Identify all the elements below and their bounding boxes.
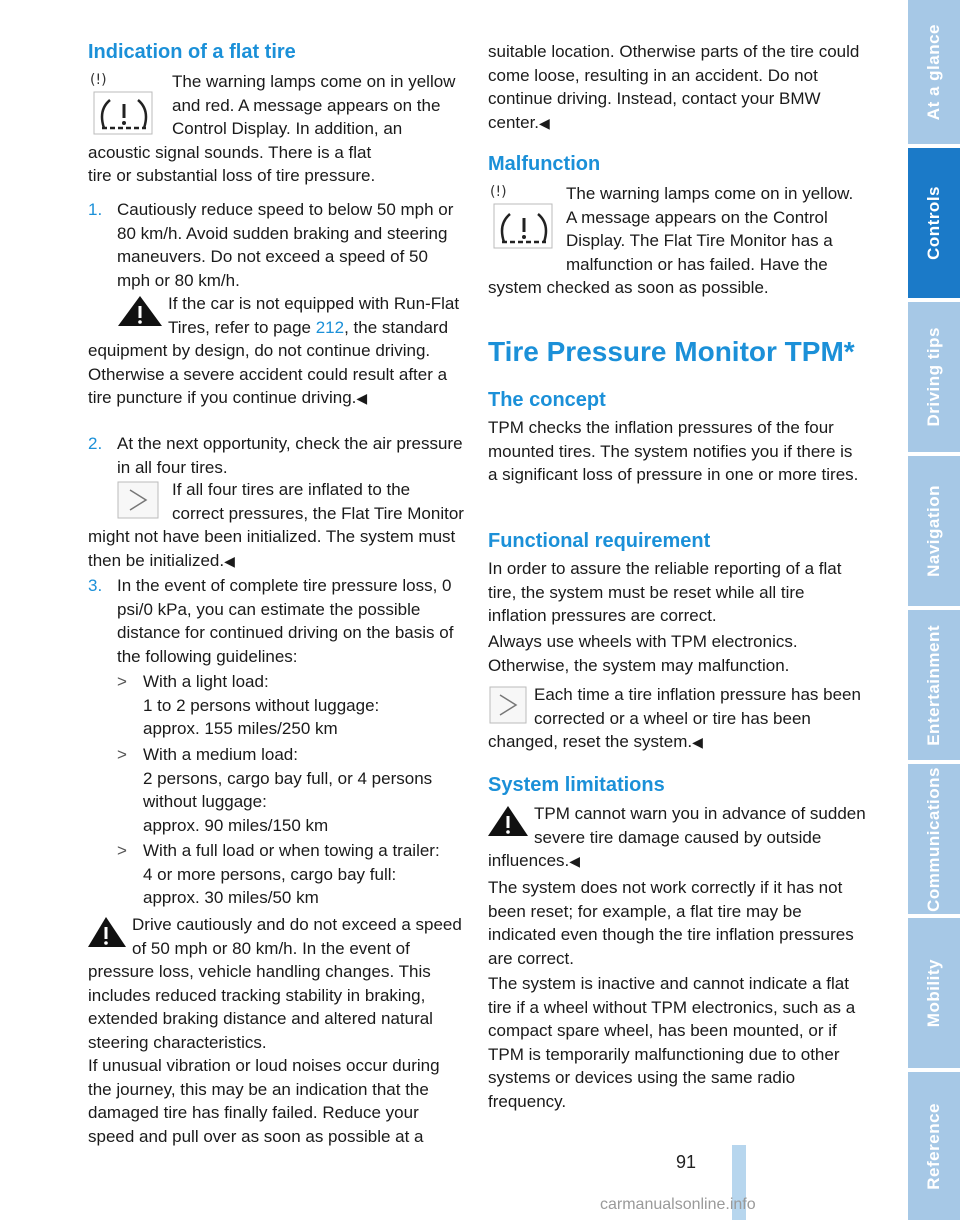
tab-label: Reference (924, 1102, 943, 1190)
limitations-text-2: The system is inactive and cannot indicate a flat tire if a wheel without TPM electronics, such as a compact spare wheel, has been mounted, or if TPM is temporarily malfunctioning due to other systems or devices using the same radio frequency. (488, 974, 856, 1111)
system-limitations-heading: System limitations (488, 774, 665, 796)
guideline-text: With a medium load: (143, 745, 298, 764)
step-1 (88, 198, 464, 292)
page-number: 91 (676, 1152, 697, 1172)
tab-label: Communications (924, 766, 943, 912)
tpm-heading: Tire Pressure Monitor TPM* (488, 336, 855, 367)
concept-text: TPM checks the inflation pressures of the four mounted tires. The system notifies you if there is a significant loss of pressure in one or more tires. (488, 418, 859, 484)
tab-entertainment[interactable] (908, 610, 960, 760)
tab-label: Navigation (924, 485, 943, 577)
note-initialize (88, 478, 464, 573)
step-3-text: In the event of complete tire pressure loss, 0 psi/0 kPa, you can estimate the possible distance for continued driving on the basis of the following guidelines: (117, 576, 454, 666)
svg-text:(!): (!) (90, 72, 107, 88)
guideline-text: approx. 90 miles/150 km (143, 815, 329, 835)
bullet-arrow-icon: > (117, 672, 127, 691)
step-1-number: 1. (88, 200, 103, 219)
step-2 (88, 432, 464, 479)
step-3 (88, 574, 464, 668)
note-reset-text: Each time a tire inflation pressure has been corrected or a wheel or tire has been changed, reset the system.◀ (488, 685, 861, 751)
warning-triangle-icon (88, 913, 132, 953)
chapter-sidebar (908, 0, 960, 1220)
step-1-text: Cautiously reduce speed to below 50 mph or 80 km/h. Avoid sudden braking and steering maneuvers. Do not exceed a speed of 50 mph or 80 km/h. (117, 200, 454, 290)
guideline-text: 4 or more persons, cargo bay full: (143, 864, 397, 884)
guideline-text: 1 to 2 persons without luggage: (143, 695, 380, 715)
end-mark-icon: ◀ (569, 853, 581, 869)
flat-tire-heading: Indication of a flat tire (88, 41, 296, 63)
warning-drive-cautiously (88, 913, 464, 1148)
note-reset (488, 683, 866, 755)
note-arrow-icon (88, 478, 172, 522)
tab-label: Driving tips (924, 327, 943, 427)
page-link-212[interactable]: 212 (315, 317, 345, 337)
tab-label: Controls (924, 186, 943, 260)
guideline-text: 2 persons, cargo bay full, or 4 persons without luggage: (143, 768, 433, 811)
warning-runflat-text: If the car is not equipped with Run-Flat Tires, refer to page 212, the standard equipment by design, do not continue driving. Otherwise a severe accident could result after a tire puncture if you continue driving.◀ (88, 294, 460, 407)
end-mark-icon: ◀ (224, 552, 235, 569)
continued-text: suitable location. Otherwise parts of the tire could come loose, resulting in an accident. Do not continue driving. Instead, contact your BMW center.◀ (488, 42, 860, 132)
tire-pressure-malfunction-icon (488, 182, 566, 254)
end-mark-icon: ◀ (356, 390, 368, 406)
functional-requirement-heading: Functional requirement (488, 530, 711, 552)
flat-tire-block (88, 70, 464, 188)
tab-at-a-glance[interactable] (908, 0, 960, 144)
tab-controls[interactable] (908, 148, 960, 298)
tab-driving-tips[interactable] (908, 302, 960, 452)
tire-pressure-warning-icon (88, 70, 168, 140)
warning-triangle-icon (488, 802, 534, 842)
svg-text:(!): (!) (490, 184, 507, 200)
malfunction-heading: Malfunction (488, 153, 601, 175)
note-initialize-text: If all four tires are inflated to the correct pressures, the Flat Tire Monitor might not have been initialized. The system must then be initialized.◀ (88, 480, 464, 570)
warning-drive-cautiously-text-2: If unusual vibration or loud noises occur during the journey, this may be an indication that the damaged tire has finally failed. Reduce your speed and pull over as soon as possible at a (88, 1056, 440, 1146)
tab-label: Entertainment (924, 624, 943, 746)
guideline-full-load (88, 839, 464, 910)
step-3-number: 3. (88, 576, 103, 595)
malfunction-text: The warning lamps come on in yellow. A message appears on the Control Display. The Flat Tire Monitor has a malfunction or has failed. Have the (566, 184, 854, 274)
warning-runflat (88, 292, 464, 411)
concept-heading: The concept (488, 389, 606, 411)
guideline-text: approx. 30 miles/50 km (143, 888, 319, 907)
guideline-text: approx. 155 miles/250 km (143, 719, 338, 738)
warning-sudden-damage (488, 802, 866, 874)
tab-communications[interactable] (908, 764, 960, 914)
warning-triangle-icon (88, 292, 168, 332)
tab-label: At a glance (924, 23, 943, 121)
bullet-arrow-icon: > (117, 745, 127, 764)
warning-drive-cautiously-text: Drive cautiously and do not exceed a speed of 50 mph or 80 km/h. In the event of pressure loss, vehicle handling changes. This includes reduced tracking stability in braking, extended braking distance and altered natural steering characteristics. (88, 915, 462, 1052)
malfunction-text-cont: system checked as soon as possible. (488, 278, 769, 297)
note-arrow-icon (488, 683, 534, 727)
tab-reference[interactable] (908, 1072, 960, 1220)
tab-mobility[interactable] (908, 918, 960, 1068)
flat-tire-text: The warning lamps come on in yellow and red. A message appears on the Control Display. In addition, an acoustic signal sounds. There is a flat (88, 72, 456, 162)
functional-text-2: Always use wheels with TPM electronics. Otherwise, the system may malfunction. (488, 632, 798, 675)
tab-navigation[interactable] (908, 456, 960, 606)
flat-tire-text-cont: tire or substantial loss of tire pressure. (88, 166, 376, 185)
limitations-text-1: The system does not work correctly if it has not been reset; for example, a flat tire may be indicated even though the tire inflation pressures are correct. (488, 878, 854, 968)
watermark: carmanualsonline.info (600, 1196, 756, 1213)
warning-sudden-damage-text: TPM cannot warn you in advance of sudden severe tire damage caused by outside influences.◀ (488, 804, 866, 870)
malfunction-block (488, 182, 866, 300)
guideline-text: With a full load or when towing a trailer: (143, 841, 440, 860)
guideline-light-load (88, 670, 464, 741)
step-2-number: 2. (88, 434, 103, 453)
guideline-medium-load (88, 743, 464, 837)
bullet-arrow-icon: > (117, 841, 127, 860)
guideline-text: With a light load: (143, 672, 269, 691)
end-mark-icon: ◀ (539, 114, 550, 131)
functional-text-1: In order to assure the reliable reporting of a flat tire, the system must be reset while all tire inflation pressures are correct. (488, 559, 842, 625)
end-mark-icon: ◀ (692, 734, 703, 750)
step-2-text: At the next opportunity, check the air pressure in all four tires. (117, 434, 463, 477)
tab-label: Mobility (924, 958, 943, 1028)
